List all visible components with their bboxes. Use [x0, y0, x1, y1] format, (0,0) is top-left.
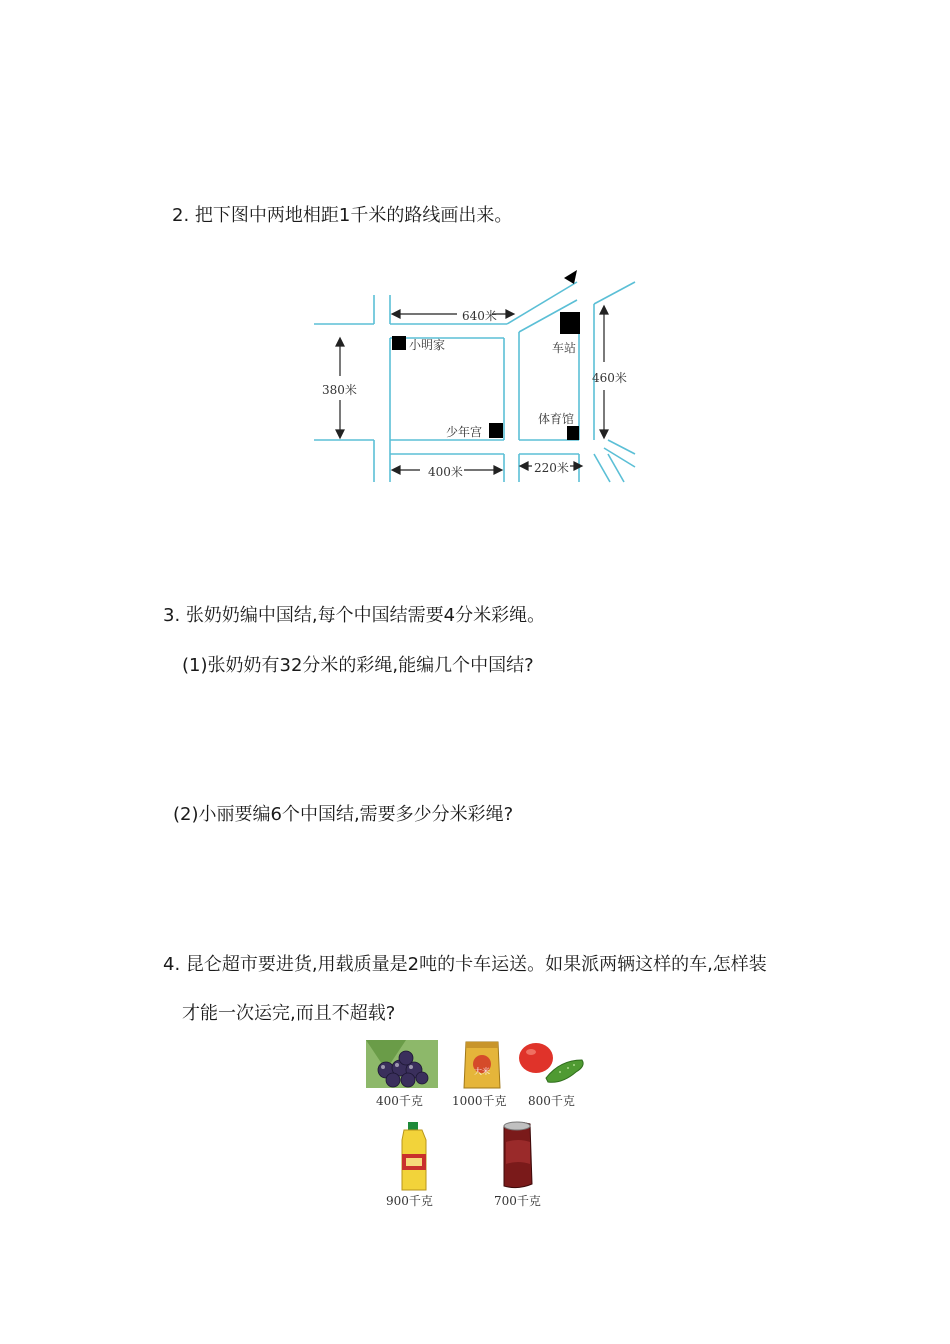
oil-bottle-weight: 900千克 [386, 1194, 433, 1208]
tomato-cucumber-icon [516, 1040, 586, 1088]
rice-bag-item [450, 1040, 514, 1110]
drink-can-icon [492, 1120, 552, 1192]
question-3-part-2: (2)小丽要编6个中国结,需要多少分米彩绳? [173, 804, 514, 825]
question-3-part-1: (1)张奶奶有32分米的彩绳,能编几个中国结? [182, 655, 534, 676]
drink-can-item [492, 1120, 552, 1212]
question-4-line-2: 才能一次运完,而且不超载? [182, 1003, 396, 1024]
youth-palace-label: 少年宫 [446, 425, 483, 439]
youth-palace-marker [489, 423, 503, 438]
drink-can-weight: 700千克 [494, 1194, 541, 1208]
grapes-icon [366, 1040, 438, 1088]
oil-bottle-item [384, 1120, 444, 1212]
rice-bag-icon [450, 1040, 514, 1090]
oil-bottle-icon [384, 1120, 444, 1192]
question-2-text: 2. 把下图中两地相距1千米的路线画出来。 [172, 205, 513, 226]
right-distance-label: 460米 [592, 371, 627, 385]
tomato-cucumber-weight: 800千克 [528, 1094, 575, 1108]
tomato-cucumber-item [516, 1040, 586, 1110]
top-distance-label: 640米 [462, 309, 497, 323]
rice-bag-weight: 1000千克 [452, 1094, 507, 1108]
left-distance-label: 380米 [322, 383, 357, 397]
grapes-weight: 400千克 [376, 1094, 423, 1108]
gym-marker [567, 426, 579, 440]
station-label: 车站 [552, 341, 577, 355]
question-3-text: 3. 张奶奶编中国结,每个中国结需要4分米彩绳。 [163, 605, 546, 626]
home-label: 小明家 [409, 338, 446, 352]
station-marker [560, 312, 580, 334]
question-4-line-1: 4. 昆仑超市要进货,用载质量是2吨的卡车运送。如果派两辆这样的车,怎样装 [163, 954, 767, 975]
grapes-item [366, 1040, 438, 1110]
gym-label: 体育馆 [538, 412, 575, 426]
route-map [312, 262, 642, 487]
home-marker [392, 336, 406, 350]
bottom-left-distance-label: 400米 [428, 465, 463, 479]
rice-bag-text: 大米 [474, 1067, 490, 1076]
bottom-right-distance-label: 220米 [534, 461, 569, 475]
